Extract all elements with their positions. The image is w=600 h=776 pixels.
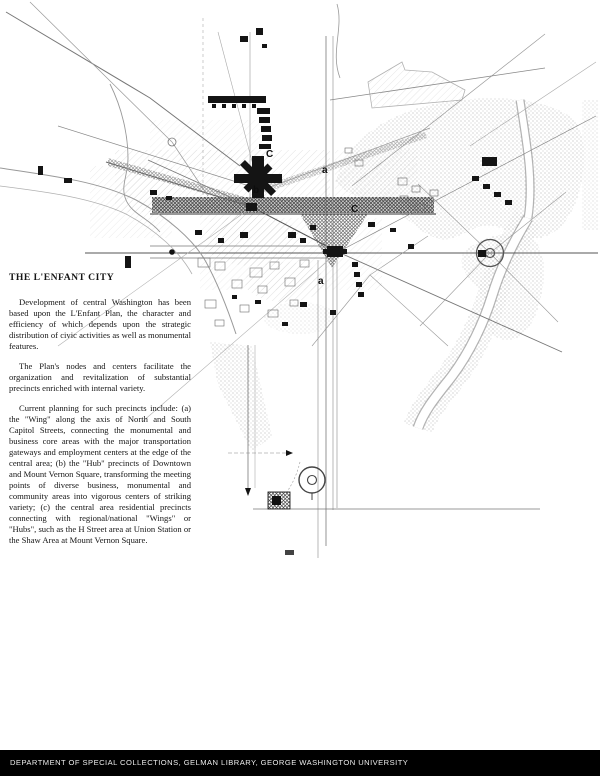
caption-text-block: [9, 272, 191, 555]
south-terminal-block: [268, 492, 290, 509]
paragraph-development: Development of central Washington has been based upon the L'Enfant Plan, the character and efficiency of which depends upon the strategic distribution of civic activities as well as monumental features.: [9, 297, 191, 351]
credit-bar: [0, 750, 600, 776]
map-marker-b-mount-vernon: b: [253, 185, 260, 196]
map-marker-c-union-station: C: [266, 149, 274, 160]
map-marker-a-south-capitol: a: [318, 276, 324, 287]
map-marker-c-h-street: C: [351, 204, 359, 215]
paragraph-current-planning: Current planning for such precincts include: (a) the "Wing" along the axis of North and South Capitol Streets, connecting the monumental and business core areas with the major transportation gateways and employment centers at the edge of the central area; (b) the "Hub" precincts of Downtown and Mount Vernon Square, transforming the meeting points of diverse business, monumental and community areas into vigorous centers of striking variety; (c) the central area residential precincts connecting with regional/national "Wings" or "Hubs", such as the H Street area at Union Station or the Shaw Area at Mount Vernon Square.: [9, 403, 191, 545]
paragraph-nodes: The Plan's nodes and centers facilitate the organization and revitalization of substantial precincts enriched with internal variety.: [9, 361, 191, 393]
map-marker-a-north-capitol: a: [322, 165, 328, 176]
page-title: THE L'ENFANT CITY: [9, 272, 115, 283]
credit-text: DEPARTMENT OF SPECIAL COLLECTIONS, GELMAN LIBRARY, GEORGE WASHINGTON UNIVERSITY: [10, 758, 409, 767]
